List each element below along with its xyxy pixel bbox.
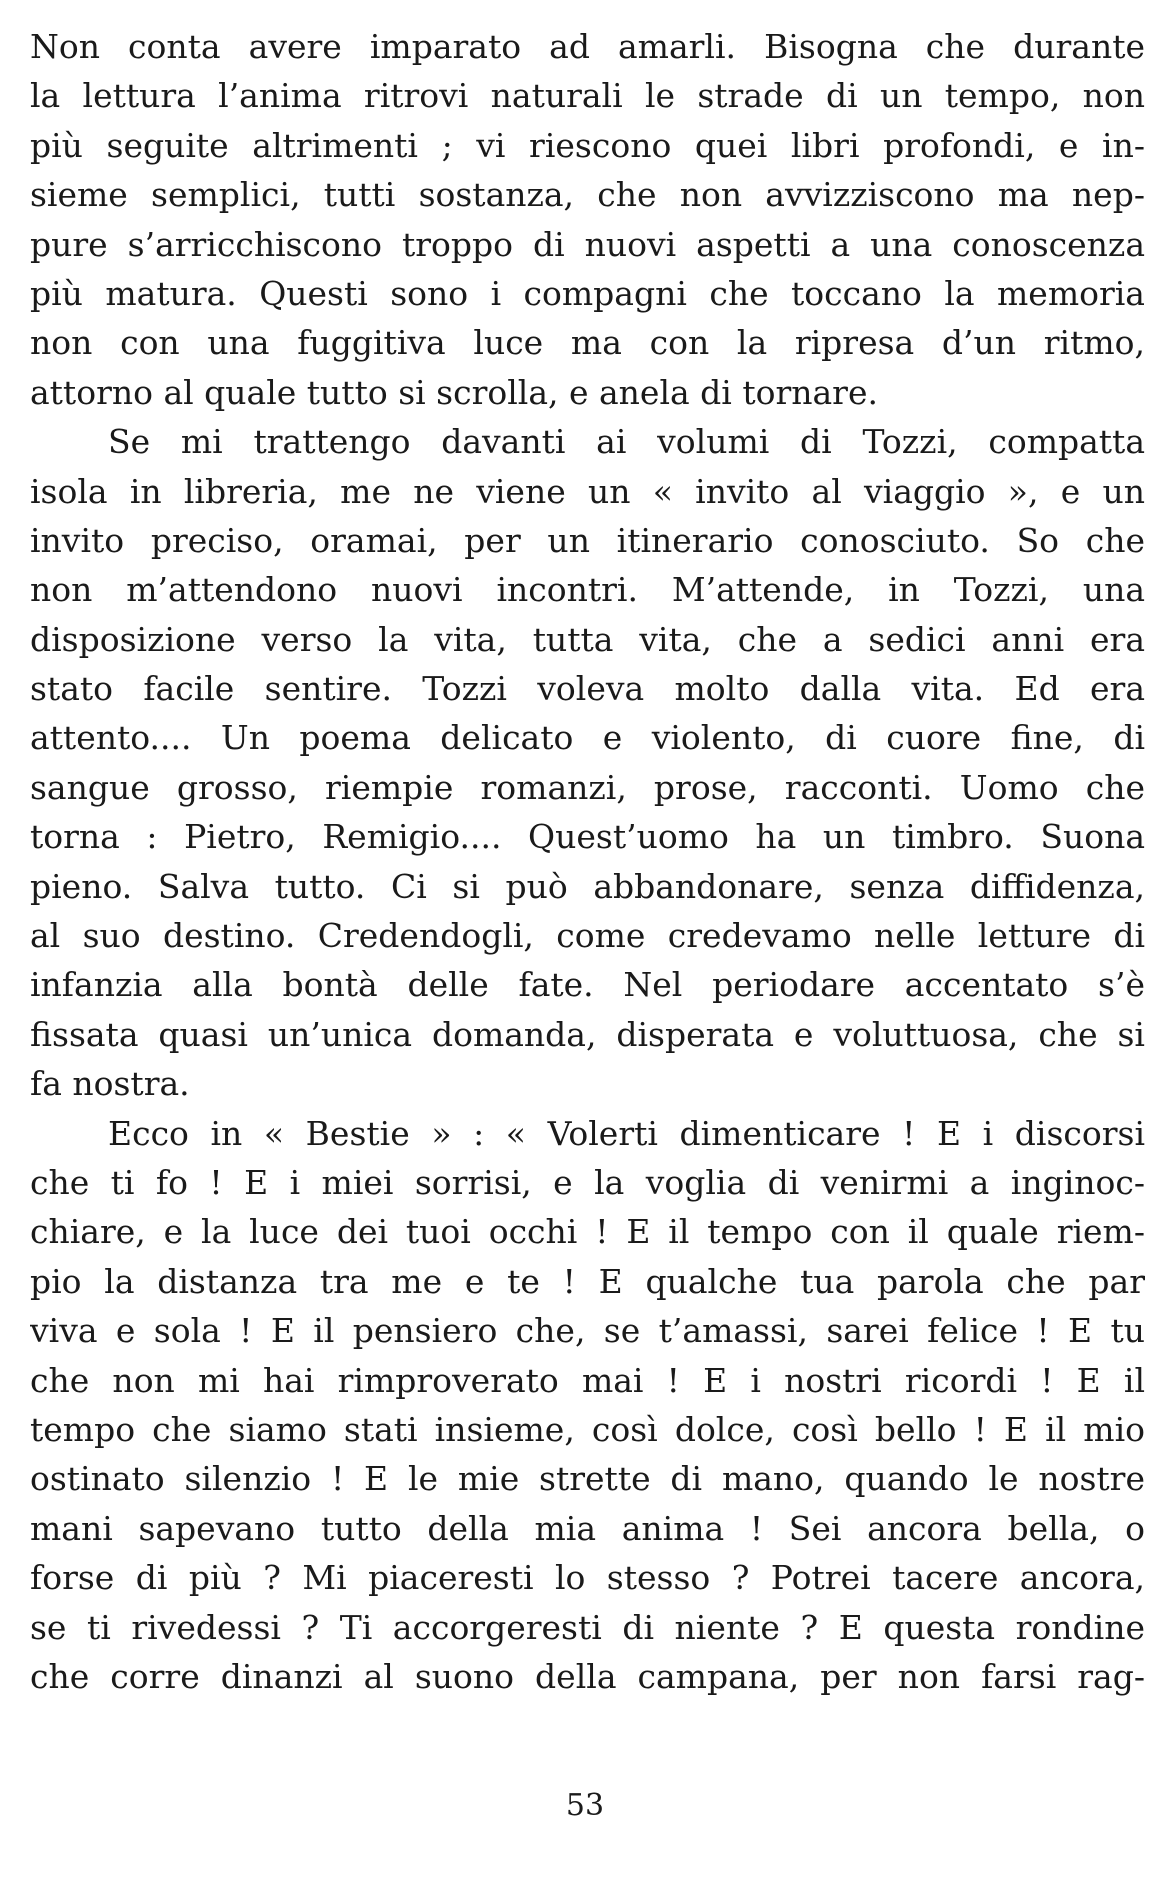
text-line: la lettura l’anima ritrovi naturali le strade di un tempo, non (30, 76, 1145, 116)
text-line: non con una fuggitiva luce ma con la ripresa d’un ritmo, (30, 323, 1145, 363)
text-line: pure s’arricchiscono troppo di nuovi aspetti a una conoscenza (30, 224, 1145, 264)
text-line: forse di più ? Mi piaceresti lo stesso ? Potrei tacere ancora, (30, 1558, 1145, 1598)
text-line: fissata quasi un’unica domanda, disperata e voluttuosa, che si (30, 1014, 1145, 1054)
text-line: chiare, e la luce dei tuoi occhi ! E il tempo con il quale riem- (30, 1212, 1145, 1252)
text-line: invito preciso, oramai, per un itinerario conosciuto. So che (30, 520, 1145, 560)
text-line: se ti rivedessi ? Ti accorgeresti di niente ? E questa rondine (30, 1607, 1145, 1647)
text-line: più seguite altrimenti ; vi riescono quei libri profondi, e in- (30, 125, 1145, 165)
text-line: che non mi hai rimproverato mai ! E i nostri ricordi ! E il (30, 1360, 1145, 1400)
text-line: al suo destino. Credendogli, come credevamo nelle letture di (30, 916, 1145, 956)
text-line: Non conta avere imparato ad amarli. Bisogna che durante (30, 27, 1145, 66)
text-line: più matura. Questi sono i compagni che toccano la memoria (30, 273, 1145, 313)
text-line: infanzia alla bontà delle fate. Nel periodare accentato s’è (30, 965, 1145, 1005)
text-line: attento.... Un poema delicato e violento, di cuore fine, di (30, 718, 1145, 758)
text-line: sangue grosso, riempie romanzi, prose, racconti. Uomo che (30, 767, 1145, 807)
text-line: torna : Pietro, Remigio.... Quest’uomo ha un timbro. Suona (30, 817, 1145, 857)
paragraph-1 (30, 22, 1145, 417)
text-line: disposizione verso la vita, tutta vita, che a sedici anni era (30, 619, 1145, 659)
text-line: non m’attendono nuovi incontri. M’attende, in Tozzi, una (30, 570, 1145, 610)
text-line: tempo che siamo stati insieme, così dolce, così bello ! E il mio (30, 1409, 1145, 1449)
text-line: isola in libreria, me ne viene un « invito al viaggio », e un (30, 471, 1145, 511)
body-text (30, 22, 1145, 1701)
text-line: che corre dinanzi al suono della campana, per non farsi rag- (30, 1656, 1145, 1696)
text-line: che ti fo ! E i miei sorrisi, e la voglia di venirmi a inginoc- (30, 1162, 1145, 1202)
text-line: viva e sola ! E il pensiero che, se t’amassi, sarei felice ! E tu (30, 1311, 1145, 1351)
paragraph-2 (30, 417, 1145, 1108)
text-line: ostinato silenzio ! E le mie strette di mano, quando le nostre (30, 1459, 1145, 1499)
text-line: Se mi trattengo davanti ai volumi di Tozzi, compatta (108, 422, 1145, 462)
text-line: fa nostra. (30, 1064, 190, 1104)
text-line: pio la distanza tra me e te ! E qualche tua parola che par (30, 1261, 1145, 1301)
text-line: Ecco in « Bestie » : « Volerti dimenticare ! E i discorsi (108, 1113, 1145, 1153)
text-line: pieno. Salva tutto. Ci si può abbandonare, senza diffidenza, (30, 866, 1145, 906)
text-line: stato facile sentire. Tozzi voleva molto dalla vita. Ed era (30, 669, 1145, 709)
text-line: mani sapevano tutto della mia anima ! Sei ancora bella, o (30, 1508, 1145, 1548)
paragraph-3 (30, 1109, 1145, 1702)
text-line: sieme semplici, tutti sostanza, che non avvizziscono ma nep- (30, 175, 1145, 215)
page-number: 53 (565, 1788, 605, 1823)
text-line: attorno al quale tutto si scrolla, e anela di tornare. (30, 372, 878, 412)
